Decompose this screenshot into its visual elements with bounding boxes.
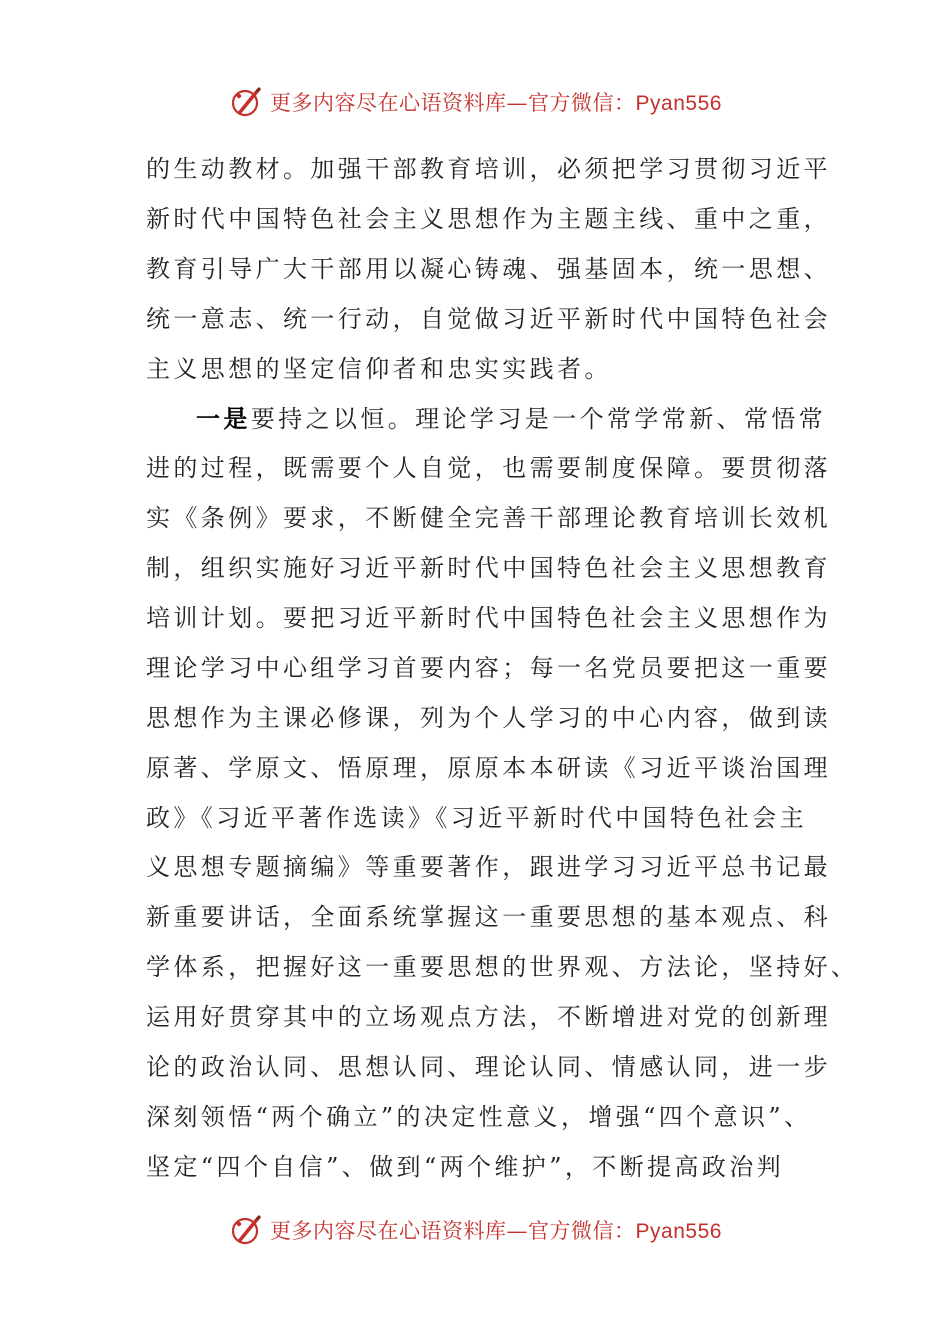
- paragraph-lead-bold: 一是: [196, 404, 251, 434]
- text-line: 思想作为主课必修课，列为个人学习的中心内容，做到读: [146, 703, 831, 732]
- text-line: 义思想专题摘编》等重要著作，跟进学习习近平总书记最: [146, 853, 831, 882]
- text-line: 运用好贯穿其中的立场观点方法，不断增进对党的创新理: [146, 1003, 831, 1032]
- text-line: 实《条例》要求，不断健全完善干部理论教育培训长效机: [146, 504, 831, 533]
- text-line: 学体系，把握好这一重要思想的世界观、方法论，坚持好、: [146, 953, 859, 982]
- text-line: 制，组织实施好习近平新时代中国特色社会主义思想教育: [146, 554, 831, 583]
- paragraph-2: [146, 394, 859, 1192]
- footer-watermark-banner: [0, 1210, 950, 1250]
- footer-banner-dash: —: [506, 1219, 529, 1243]
- text-line: 培训计划。要把习近平新时代中国特色社会主义思想作为: [146, 604, 831, 633]
- first-line-rest: 要持之以恒。理论学习是一个常学常新、常悟常: [250, 405, 827, 434]
- text-line: 统一意志、统一行动，自觉做习近平新时代中国特色社会: [146, 304, 831, 333]
- footer-banner-text: [270, 1215, 722, 1245]
- header-banner-wechat: 官方微信：Pyan556: [528, 92, 722, 115]
- footer-banner-library: 更多内容尽在心语资料库: [270, 1219, 507, 1243]
- header-banner-library: 更多内容尽在心语资料库: [270, 91, 507, 115]
- text-line-first: [146, 394, 827, 444]
- text-line: 论的政治认同、思想认同、理论认同、情感认同，进一步: [146, 1053, 831, 1082]
- text-line: 新时代中国特色社会主义思想作为主题主线、重中之重，: [146, 204, 831, 233]
- text-line: 原著、学原文、悟原理，原原本本研读《习近平谈治国理: [146, 753, 831, 782]
- text-line: 理论学习中心组学习首要内容；每一名党员要把这一重要: [146, 653, 831, 682]
- pen-circle-logo-icon: [228, 84, 264, 120]
- header-banner-text: [270, 87, 722, 117]
- pen-circle-logo-icon: [228, 1212, 264, 1248]
- text-line: 进的过程，既需要个人自觉，也需要制度保障。要贯彻落: [146, 454, 831, 483]
- text-line: 教育引导广大干部用以凝心铸魂、强基固本，统一思想、: [146, 254, 831, 283]
- header-watermark-banner: [0, 82, 950, 122]
- footer-banner-wechat: 官方微信：Pyan556: [528, 1220, 722, 1243]
- paragraph-1: [146, 145, 831, 394]
- text-line: 政》《习近平著作选读》《习近平新时代中国特色社会主: [146, 803, 807, 832]
- text-line: 深刻领悟“两个确立”的决定性意义，增强“四个意识”、: [146, 1102, 812, 1131]
- text-line: 主义思想的坚定信仰者和忠实实践者。: [146, 354, 612, 383]
- document-body: [146, 145, 859, 1193]
- text-line: 新重要讲话，全面系统掌握这一重要思想的基本观点、科: [146, 903, 831, 932]
- text-line: 的生动教材。加强干部教育培训，必须把学习贯彻习近平: [146, 155, 831, 183]
- text-line: 坚定“四个自信”、做到“两个维护”，不断提高政治判: [146, 1152, 785, 1181]
- header-banner-dash: —: [506, 91, 529, 115]
